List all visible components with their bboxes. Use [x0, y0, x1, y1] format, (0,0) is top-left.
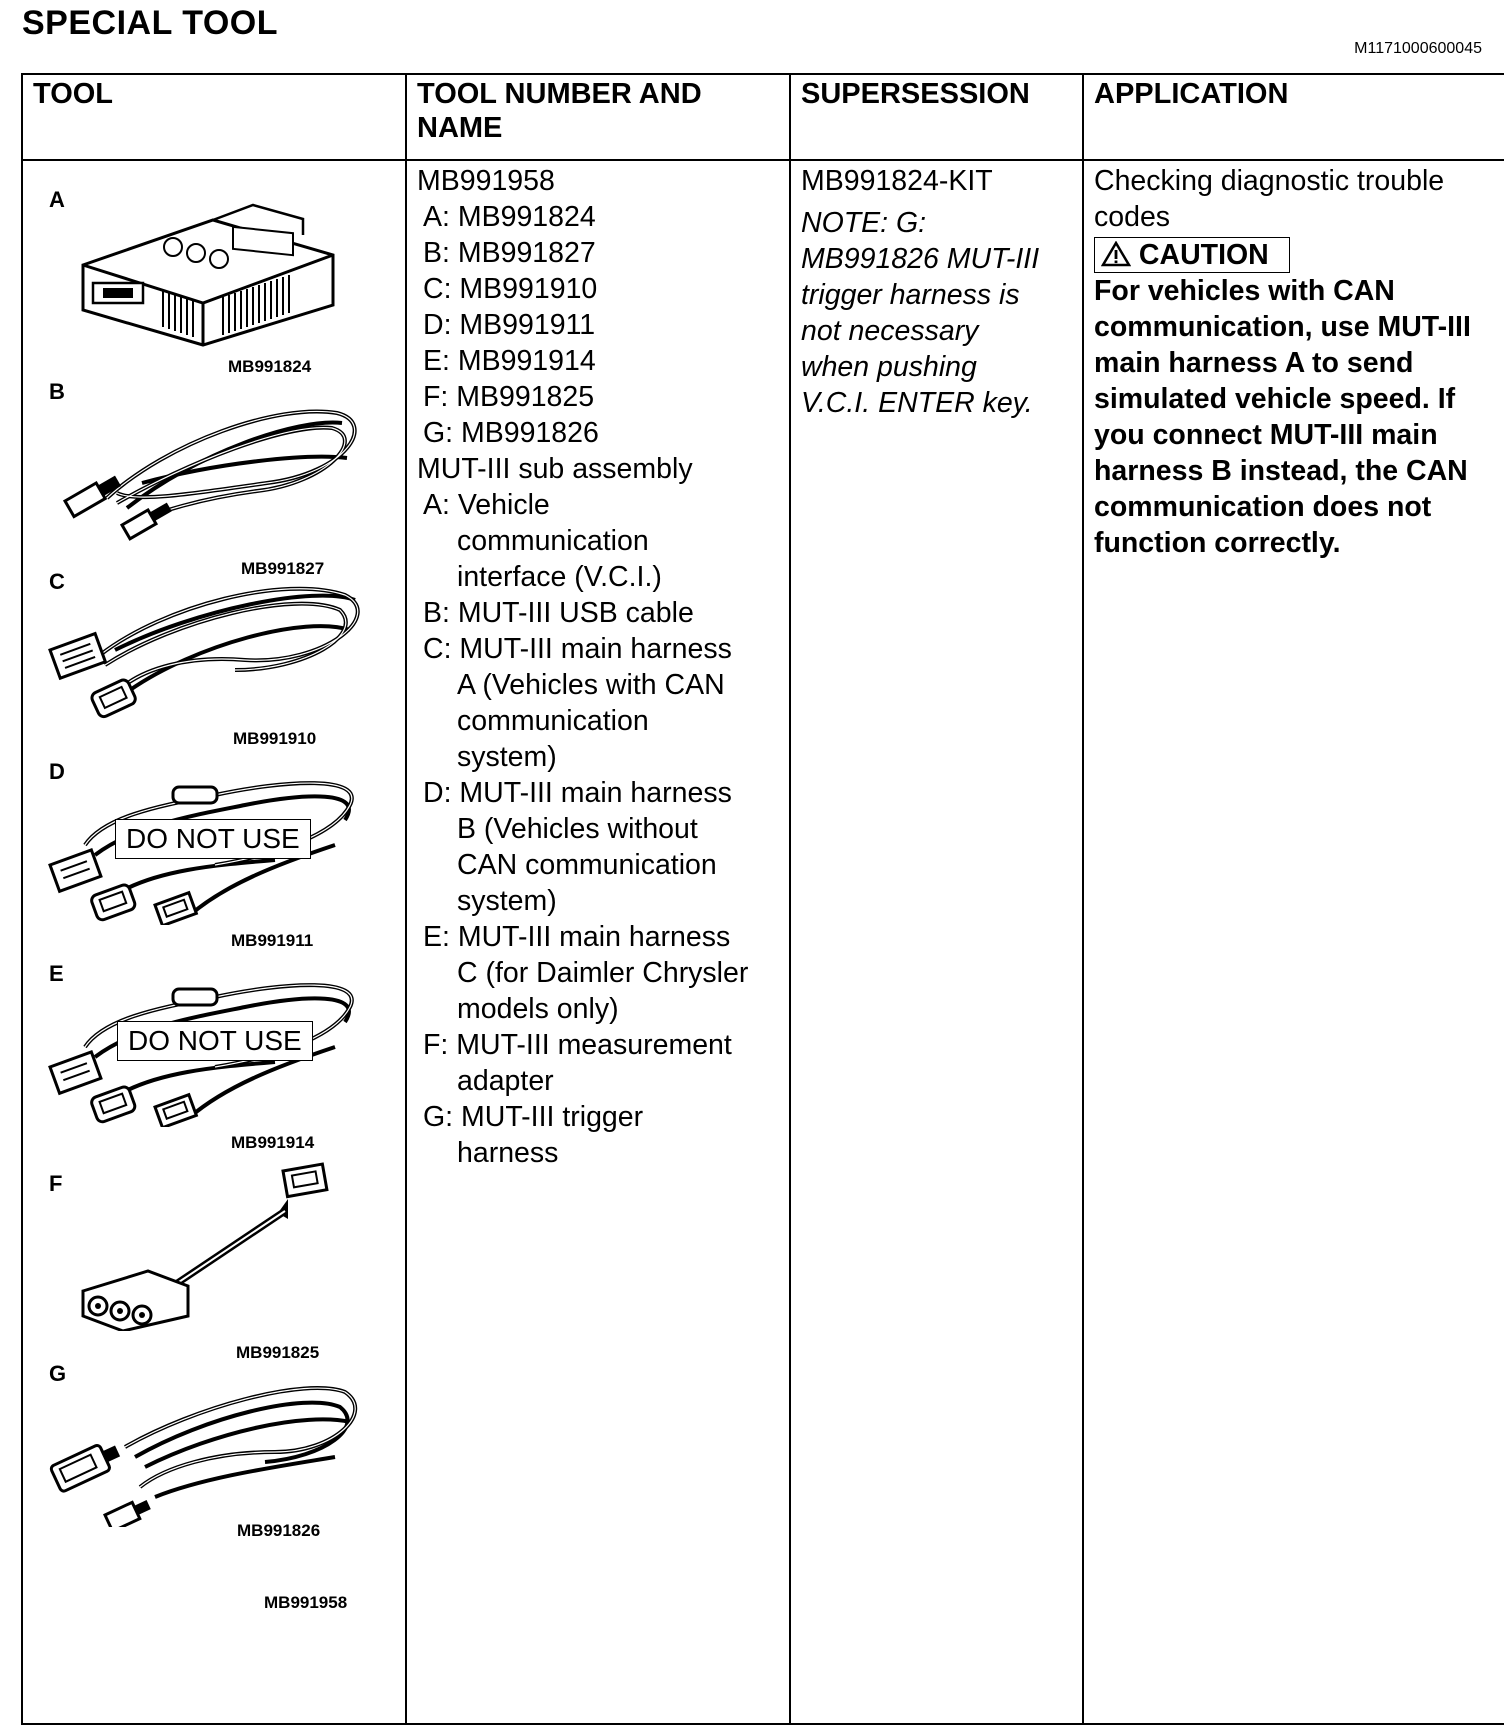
tool-item-e: [23, 961, 387, 1161]
tool-item-a: [23, 187, 387, 377]
list-item-continuation: A (Vehicles with CAN: [457, 669, 725, 701]
list-item-continuation: B (Vehicles without: [457, 813, 698, 845]
tool-letter: C: [49, 569, 65, 594]
caution-text-line: For vehicles with CAN: [1094, 275, 1395, 307]
table-header-row: [22, 74, 1504, 160]
list-item-continuation: interface (V.C.I.): [457, 561, 662, 593]
list-item: F: MB991825: [423, 381, 595, 413]
list-item-continuation: C (for Daimler Chrysler: [457, 957, 749, 989]
caution-text-line: main harness A to send: [1094, 347, 1414, 379]
list-item: C: MUT-III main harness: [423, 633, 732, 665]
tool-letter: A: [49, 187, 65, 212]
list-item-continuation: CAN communication: [457, 849, 717, 881]
header-application: APPLICATION: [1083, 74, 1504, 160]
list-item-continuation: models only): [457, 993, 619, 1025]
list-item-continuation: system): [457, 741, 557, 773]
tool-number-cell: [406, 160, 790, 1724]
application-line: Checking diagnostic trouble: [1094, 165, 1445, 197]
tool-code: MB991826: [237, 1521, 321, 1540]
table-row: [22, 160, 1504, 1724]
list-item: E: MB991914: [423, 345, 596, 377]
list-item: E: MUT-III main harness: [423, 921, 731, 953]
list-item: B: MUT-III USB cable: [423, 597, 694, 629]
tool-letter: F: [49, 1171, 63, 1196]
tool-code: MB991825: [236, 1343, 320, 1362]
sub-assembly-heading: MUT-III sub assembly: [417, 453, 693, 485]
caution-text-line: simulated vehicle speed. If: [1094, 383, 1456, 415]
trigger-harness-icon: [45, 1367, 365, 1527]
list-item: A: MB991824: [423, 201, 596, 233]
measurement-adapter-icon: [63, 1161, 363, 1331]
supersession-note-line: trigger harness is: [801, 279, 1020, 311]
list-item-continuation: system): [457, 885, 557, 917]
list-item-continuation: communication: [457, 525, 649, 557]
tool-item-b: [23, 379, 387, 578]
header-tool-number-and-name: [406, 74, 790, 160]
list-item-continuation: adapter: [457, 1065, 554, 1097]
warning-triangle-icon: [1101, 241, 1131, 267]
special-tool-table: [21, 73, 1504, 1725]
list-item: A: Vehicle: [423, 489, 550, 521]
tool-letter: E: [49, 961, 64, 986]
tool-item-d: [23, 759, 387, 959]
application-cell: [1083, 160, 1504, 1724]
tool-item-c: [23, 569, 387, 759]
list-item-continuation: harness: [457, 1137, 559, 1169]
list-item: D: MUT-III main harness: [423, 777, 732, 809]
tool-item-f: [23, 1171, 387, 1361]
main-harness-a-icon: [45, 575, 365, 725]
caution-text-line: harness B instead, the CAN: [1094, 455, 1468, 487]
supersession-note-line: MB991826 MUT-III: [801, 243, 1040, 275]
supersession-note-line: not necessary: [801, 315, 979, 347]
tool-code: MB991827: [241, 559, 325, 578]
header-tool-number-line1: TOOL NUMBER AND: [417, 78, 702, 110]
document-id: M1171000600045: [1354, 40, 1482, 57]
do-not-use-label: DO NOT USE: [117, 1021, 313, 1061]
tool-code: MB991914: [231, 1133, 315, 1152]
vci-unit-icon: [63, 195, 363, 355]
header-supersession: SUPERSESSION: [790, 74, 1083, 160]
caution-text-line: you connect MUT-III main: [1094, 419, 1438, 451]
caution-label: CAUTION: [1138, 239, 1269, 271]
kit-number: MB991958: [417, 165, 555, 197]
caution-text-line: communication does not: [1094, 491, 1432, 523]
supersession-note-line: V.C.I. ENTER key.: [801, 387, 1033, 419]
do-not-use-label: DO NOT USE: [115, 819, 311, 859]
tool-code: MB991910: [233, 729, 317, 748]
tool-letter: D: [49, 759, 65, 784]
caution-text-line: communication, use MUT-III: [1094, 311, 1471, 343]
header-tool: TOOL: [22, 74, 406, 160]
list-item: G: MUT-III trigger: [423, 1101, 644, 1133]
list-item: C: MB991910: [423, 273, 598, 305]
list-item: D: MB991911: [423, 309, 596, 341]
supersession-note-line: NOTE: G:: [801, 207, 927, 239]
caution-badge: [1094, 237, 1290, 273]
tool-code: MB991911: [231, 931, 314, 950]
caution-text-line: function correctly.: [1094, 527, 1341, 559]
supersession-note-line: when pushing: [801, 351, 977, 383]
list-item: F: MUT-III measurement: [423, 1029, 732, 1061]
supersession-cell: [790, 160, 1083, 1724]
tool-letter: G: [49, 1361, 67, 1386]
header-tool-number-line2: NAME: [417, 112, 503, 145]
application-line: codes: [1094, 201, 1171, 233]
tool-code: MB991824: [228, 357, 312, 376]
kit-code: MB991958: [264, 1593, 348, 1612]
usb-cable-icon: [47, 383, 367, 543]
tool-illustrations-cell: [22, 160, 406, 1724]
tool-item-g: [23, 1361, 387, 1571]
page-title: SPECIAL TOOL: [22, 4, 279, 42]
tool-letter: B: [49, 379, 65, 404]
supersession-code: MB991824-KIT: [801, 165, 993, 197]
list-item-continuation: communication: [457, 705, 649, 737]
list-item: B: MB991827: [423, 237, 596, 269]
list-item: G: MB991826: [423, 417, 599, 449]
